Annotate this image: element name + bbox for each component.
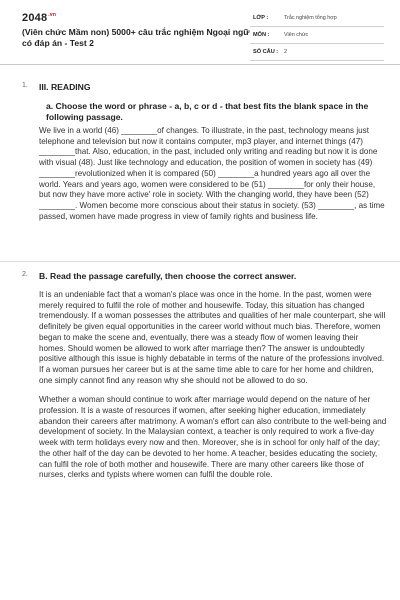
passage-paragraph: We live in a world (46) ________of changes. To illustrate, in the past, technology means just telephone and television but now it contains computer, mp3 player, and internet things (47) ________that. Also, education, in the past, included only writing and reading but now it is done with visual (48). Just like technology and education, the position of women in society has (49) ________revolutionized when it is compared (50) ________a hundred years ago all over the world. Years and years ago, women were considered to be (51) ________for only their house, but now they have more active' role in society. With the changing world, they have been (52) ________. Women become more conscious about their status in society. (53) ________, as time passed, women have made progress in view of family rights and business life. <box>39 126 385 221</box>
meta-key: SỐ CÂU : <box>253 49 279 55</box>
meta-row-class <box>250 13 384 27</box>
meta-info <box>250 13 384 64</box>
meta-row-count <box>250 47 384 61</box>
document-title: (Viên chức Mầm non) 5000+ câu trắc nghiệm Ngoại ngữ có đáp án - Test 2 <box>22 27 250 48</box>
meta-row-subject <box>250 30 384 44</box>
site-logo[interactable] <box>22 12 56 24</box>
question-number: 2. <box>22 271 28 278</box>
header <box>0 0 400 65</box>
logo-text: 2048 <box>22 12 48 24</box>
question-heading: B. Read the passage carefully, then choose the correct answer. <box>39 271 297 281</box>
question-instruction: a. Choose the word or phrase - a, b, c or d - that best fits the blank space in the following passage. <box>46 101 369 122</box>
question-divider <box>0 261 400 262</box>
question-number: 1. <box>22 82 28 89</box>
meta-key: LỚP : <box>253 15 269 21</box>
passage-paragraph: It is an undeniable fact that a woman's place was once in the home. In the past, women were merely required to fulfil the role of mother and housewife. Today, this situation has changed tremendously. If a woman possesses the attributes and qualities of her male counterpart, she will definitely be given equal opportunities in the career world without much bias. Therefore, women began to make the scene and, eventually, there was a steady flow of women leaving their homes. Should women be allowed to work after marriage then? The answer is undoubtedly positive although this issue is highly debatable in terms of the nature of the professions involved. If a woman pursues her career but is at the same time able to care for her home and children, one simply cannot find any reason why she should not be allowed to do so. <box>39 290 386 385</box>
header-divider <box>0 64 400 65</box>
logo-suffix: .vn <box>48 12 57 18</box>
meta-value: Trắc nghiệm tổng hợp <box>284 15 337 21</box>
question-body <box>39 271 387 481</box>
meta-value: Viên chức <box>284 32 309 38</box>
question-body <box>39 82 387 222</box>
meta-value: 2 <box>284 49 287 55</box>
meta-key: MÔN : <box>253 32 270 38</box>
passage-paragraph: Whether a woman should continue to work after marriage would depend on the nature of her profession. It is a waste of resources if women, after seeking higher education, immediately abandon their careers after matrimony. A woman's effort can also contribute to the well-being and development of society. In the Malaysian context, a teacher is only required to work a five-day week with term holidays every now and then. Moreover, she is in school for only half of the day; the other half of the day can be devoted to her home. A teacher, besides educating the society, can fulfil the role of both mother and housewife. There are many other careers like those of nurses, clerks and typists where women can fulfil the double role. <box>39 395 387 480</box>
question-heading: III. READING <box>39 82 91 92</box>
